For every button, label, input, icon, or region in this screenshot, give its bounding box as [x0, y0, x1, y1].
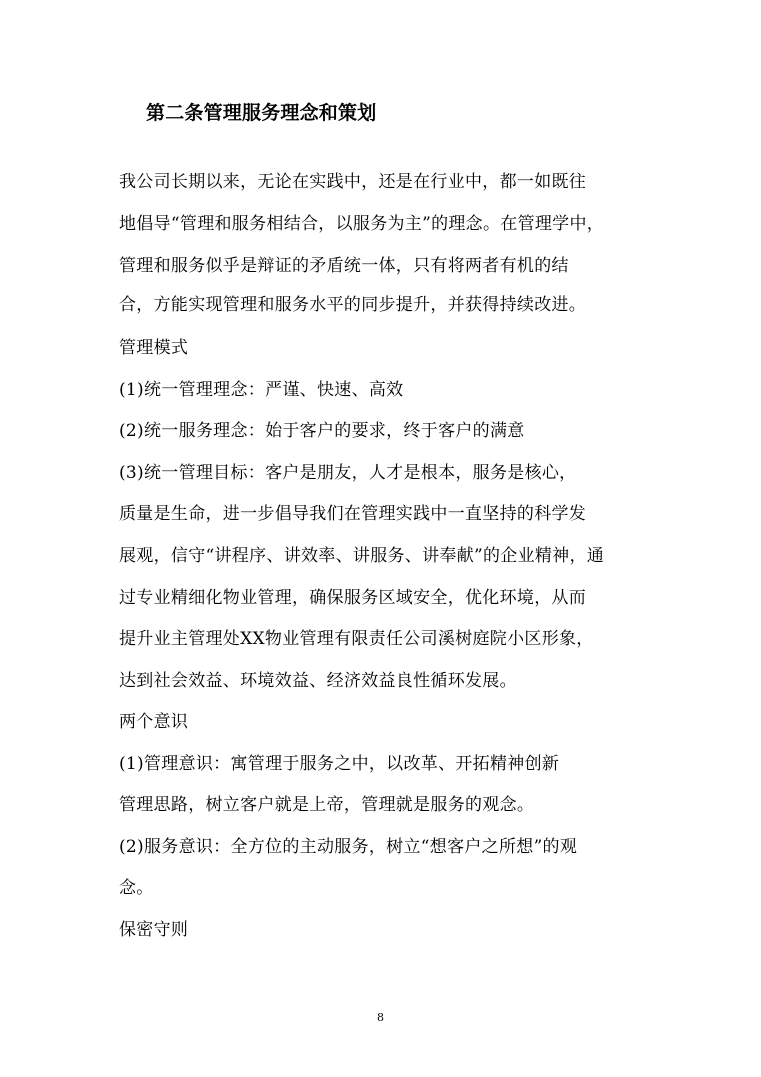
subheading-management-mode: 管理模式: [119, 338, 189, 358]
paragraph-line: 念。: [119, 878, 154, 898]
paragraph-line: 地倡导“管理和服务相结合，以服务为主”的理念。在管理学中，: [119, 214, 605, 234]
paragraph-line: 我公司长期以来，无论在实践中，还是在行业中，都一如既往: [119, 172, 587, 192]
paragraph-line: 质量是生命，进一步倡导我们在管理实践中一直坚持的科学发: [119, 504, 587, 524]
subheading-confidentiality: 保密守则: [119, 920, 189, 940]
paragraph-line: 管理思路，树立客户就是上帝，管理就是服务的观念。: [119, 795, 535, 815]
list-item: (2)服务意识：全方位的主动服务，树立“想客户之所想”的观: [119, 837, 578, 857]
list-item: (2)统一服务理念：始于客户的要求，终于客户的满意: [119, 421, 525, 441]
list-item: (3)统一管理目标：客户是朋友，人才是根本，服务是核心，: [119, 463, 577, 483]
list-item: (1)管理意识：寓管理于服务之中，以改革、开拓精神创新: [119, 754, 560, 774]
section-heading: 第二条管理服务理念和策划: [146, 102, 377, 124]
paragraph-line: 达到社会效益、环境效益、经济效益良性循环发展。: [119, 671, 517, 691]
subheading-two-awareness: 两个意识: [119, 712, 189, 732]
paragraph-line: 合，方能实现管理和服务水平的同步提升，并获得持续改进。: [119, 295, 587, 315]
page-number: 8: [377, 1011, 384, 1024]
paragraph-line: 管理和服务似乎是辩证的矛盾统一体，只有将两者有机的结: [119, 256, 569, 276]
list-item: (1)统一管理理念：严谨、快速、高效: [119, 380, 404, 400]
paragraph-line: 展观，信守“讲程序、讲效率、讲服务、讲奉献”的企业精神，通: [119, 546, 605, 566]
paragraph-line: 提升业主管理处XX物业管理有限责任公司溪树庭院小区形象，: [119, 629, 594, 649]
paragraph-line: 过专业精细化物业管理，确保服务区域安全，优化环境，从而: [119, 588, 587, 608]
